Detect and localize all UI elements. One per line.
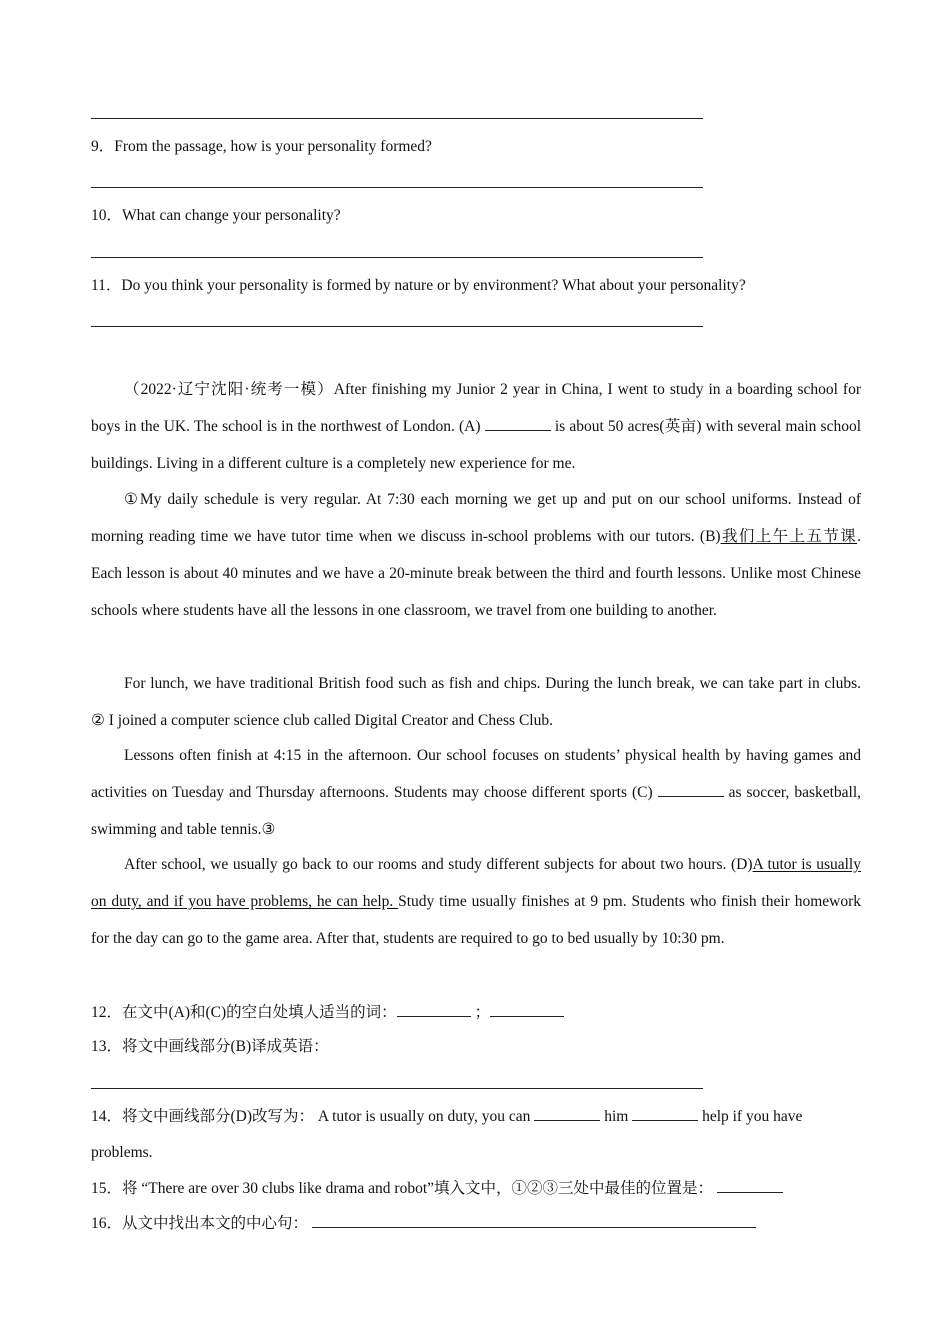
answer-line-13[interactable] [91,1088,703,1089]
passage-paragraph-2 [91,481,861,629]
p1-text: After finishing my Junior 2 year in China, I went to study in a boarding school for boys in the UK. The school is in the northwest of London. (A) [91,381,862,435]
answer-line-8[interactable] [91,118,703,119]
answer-line-11[interactable] [91,326,703,327]
answer-blank-15[interactable] [717,1178,783,1193]
blank-c[interactable] [658,782,724,797]
question-9: 9．From the passage, how is your personality formed? [91,138,432,155]
p1-text-2: is about 50 acres(英亩) with several main school buildings. Living in a different culture is a completely new experience for me. [91,418,862,472]
p2-text-a: ①My daily schedule is very regular. At 7:30 each morning we get up and put on our school uniforms. Instead of morning reading time we have tutor time when we discuss in-school problems with our tutors. (B) [91,491,861,545]
answer-blank-14a[interactable] [534,1106,600,1121]
passage-paragraph-1 [91,371,861,482]
p4-text-a: Lessons often finish at 4:15 in the afternoon. Our school focuses on students’ physical health by having games and activities on Tuesday and Thursday afternoons. Students may choose different sports (C) [91,747,861,801]
question-12-text: 12．在文中(A)和(C)的空白处填人适当的词： [91,1004,397,1021]
question-12 [91,1002,564,1023]
p5-text-b: Study time usually finishes at 9 pm. Students who finish their homework for the day can go to the game area. After that, students are required to go to bed usually by 10:30 pm. [91,893,861,947]
question-11: 11．Do you think your personality is formed by nature or by environment? What about your personality? [91,277,746,294]
question-13: 13．将文中画线部分(B)译成英语： [91,1038,329,1055]
blank-a[interactable] [485,416,551,431]
underlined-part-b: 我们上午上五节课 [720,528,858,545]
p4-text-b: as soccer, basketball, swimming and table tennis.③ [91,784,862,838]
question-10: 10．What can change your personality? [91,207,341,224]
answer-line-10[interactable] [91,257,703,258]
question-14-text-a: 14．将文中画线部分(D)改写为： A tutor is usually on duty, you can [91,1108,531,1125]
passage-paragraph-4 [91,737,861,848]
question-14-text-b: him [604,1108,629,1125]
question-12-separator: ； [474,1004,491,1021]
answer-line-9[interactable] [91,187,703,188]
answer-blank-12a[interactable] [397,1002,471,1017]
passage-source: （2022·辽宁沈阳·统考一模） [124,381,334,398]
question-16 [91,1213,756,1234]
question-14 [91,1106,802,1127]
question-14-text-c: help if you have [702,1108,803,1125]
passage-paragraph-5 [91,846,861,957]
question-14-continued: problems. [91,1144,153,1161]
answer-blank-16[interactable] [312,1213,756,1228]
passage-paragraph-3: For lunch, we have traditional British food such as fish and chips. During the lunch break, we can take part in clubs. ② I joined a computer science club called Digital Creator and Chess Club. [91,675,861,729]
underlined-part-d: A tutor is usually on duty, and if you have problems, he can help. [91,856,861,910]
question-16-text: 16．从文中找出本文的中心句： [91,1215,309,1232]
answer-blank-14b[interactable] [632,1106,698,1121]
question-15-text: 15．将 “There are over 30 clubs like drama and robot”填入文中，①②③三处中最佳的位置是： [91,1180,714,1197]
answer-blank-12c[interactable] [490,1002,564,1017]
question-15 [91,1178,783,1199]
p5-text-a: After school, we usually go back to our rooms and study different subjects for about two hours. (D) [124,856,753,873]
p2-text-b: . Each lesson is about 40 minutes and we have a 20-minute break between the third and fourth lessons. Unlike most Chinese schools where students have all the lessons in one classroom, we travel from one building to another. [91,528,861,619]
